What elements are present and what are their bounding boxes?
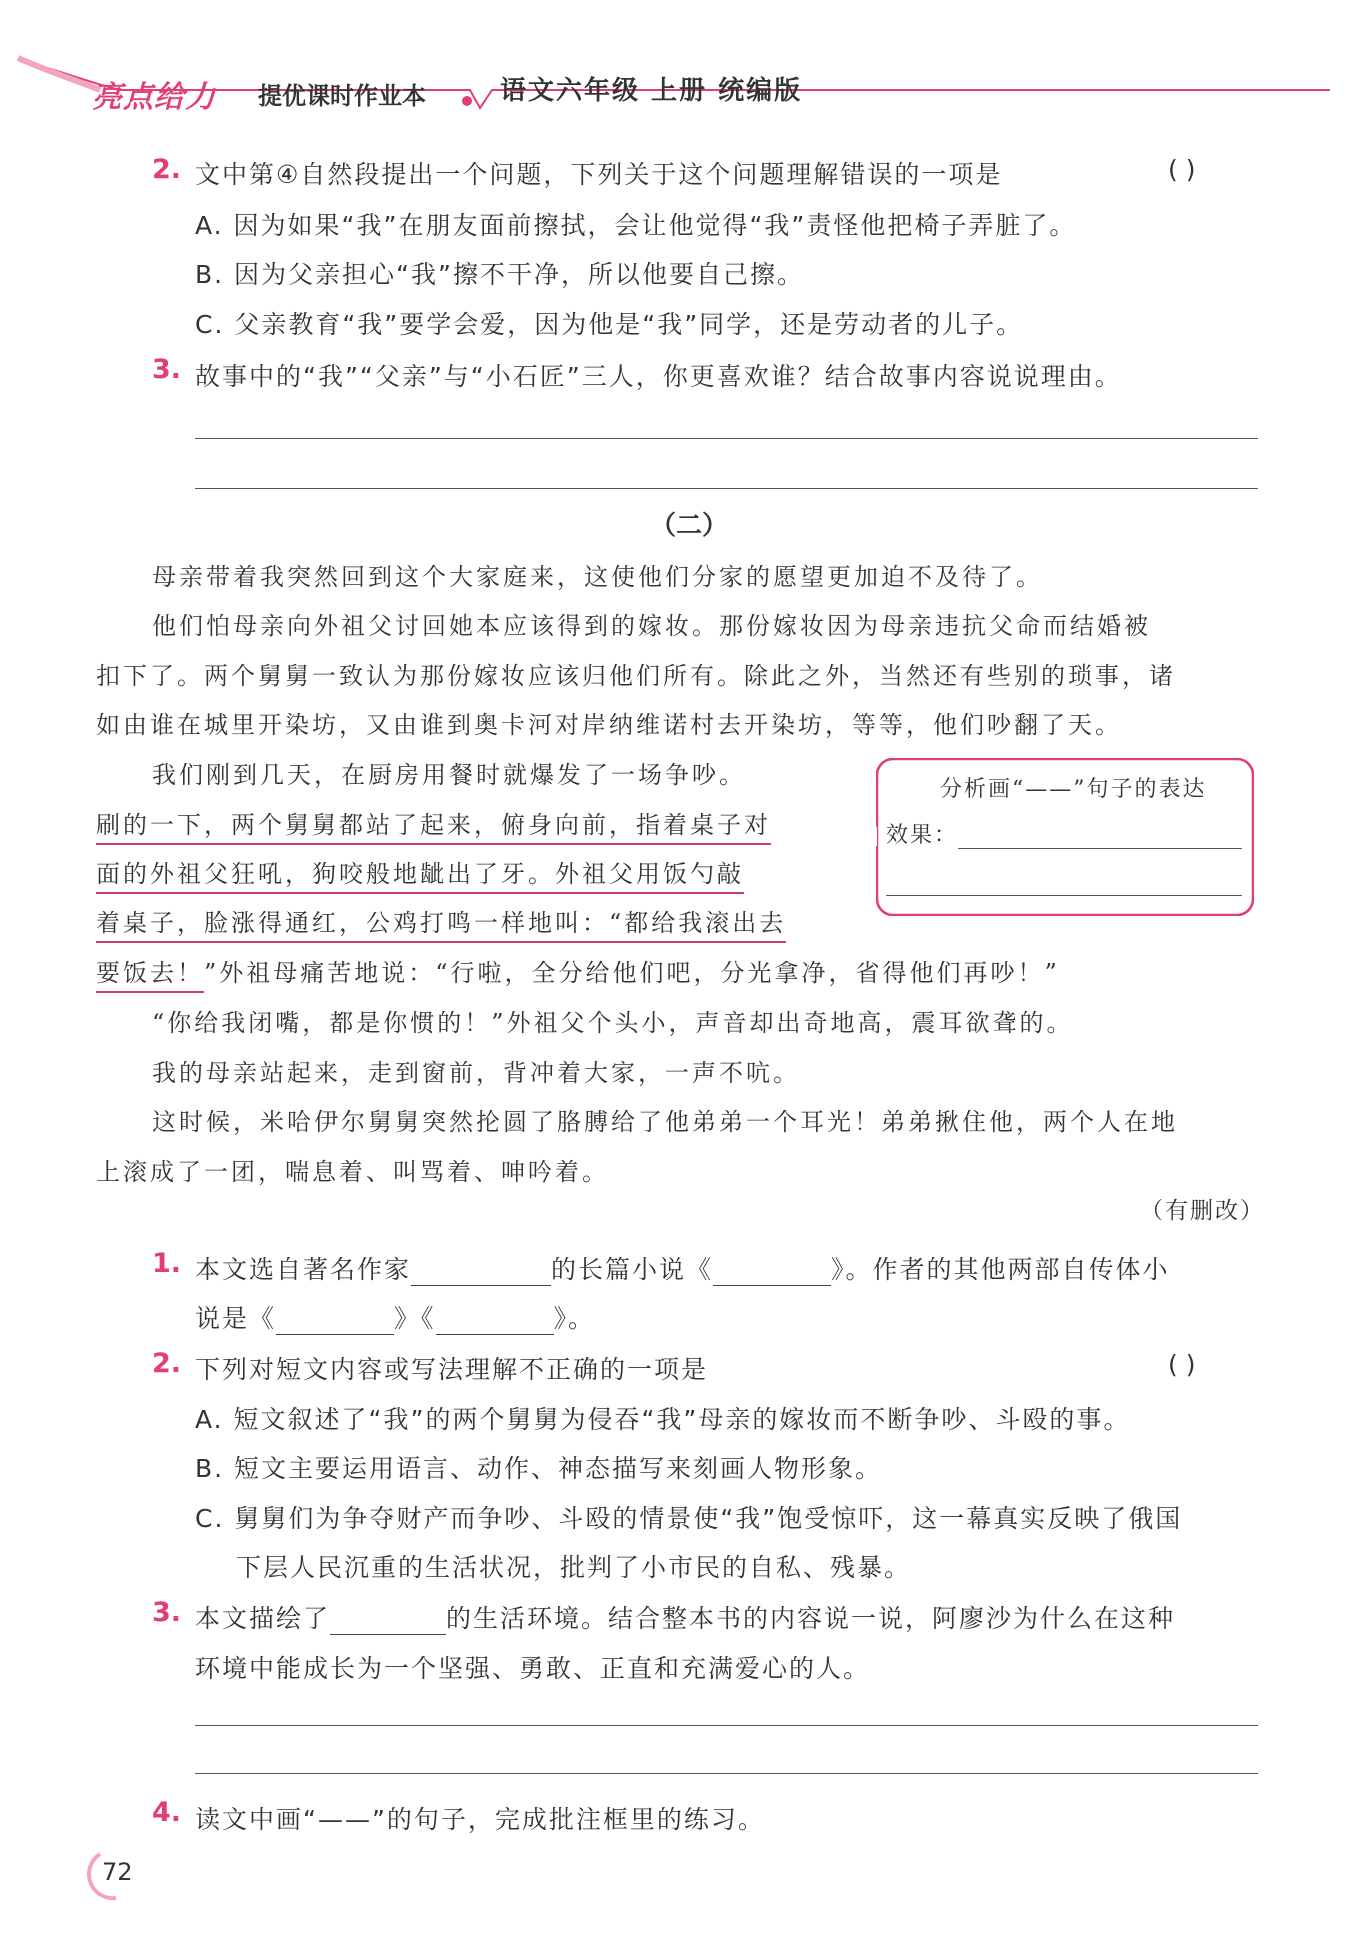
question-number: 4.: [152, 1797, 182, 1828]
q-text-part: 的生活环境。结合整本书的内容说一说，阿廖沙为什么在这种: [446, 1604, 1176, 1633]
q-text-part: 》。作者的其他两部自传体小: [831, 1255, 1170, 1284]
annotation-answer-line[interactable]: [958, 848, 1242, 849]
question-text: 故事中的“我”“父亲”与“小石匠”三人，你更喜欢谁？结合故事内容说说理由。: [195, 362, 1122, 391]
answer-parentheses[interactable]: ( ): [1168, 155, 1196, 184]
answer-line[interactable]: [195, 488, 1258, 489]
fill-blank[interactable]: [713, 1259, 831, 1286]
passage-paragraph: 如由谁在城里开染坊，又由谁到奥卡河对岸纳维诺村去开染坊，等等，他们吵翻了天。: [96, 711, 1122, 739]
answer-line[interactable]: [195, 1773, 1258, 1774]
page-number: 72: [102, 1858, 133, 1886]
underlined-text: 面的外祖父狂吼，狗咬般地龇出了牙。外祖父用饭勺敲: [96, 860, 744, 894]
answer-line[interactable]: [195, 1725, 1258, 1726]
underlined-sentence: [96, 805, 771, 840]
question-text: 下列对短文内容或写法理解不正确的一项是: [195, 1355, 709, 1384]
book-title: 语文六年级 上册 统编版: [500, 76, 803, 106]
question-number: 2.: [152, 1348, 182, 1379]
question-number: 3.: [152, 354, 182, 385]
passage-paragraph: 母亲带着我突然回到这个大家庭来，这使他们分家的愿望更加迫不及待了。: [152, 563, 1043, 591]
q-text-part: 本文描绘了: [195, 1604, 331, 1633]
answer-parentheses[interactable]: ( ): [1168, 1350, 1196, 1379]
underlined-text: 着桌子，脸涨得通红，公鸡打鸣一样地叫：“都给我滚出去: [96, 909, 786, 943]
question-text: 环境中能成长为一个坚强、勇敢、正直和充满爱心的人。: [195, 1654, 871, 1683]
passage-paragraph: “你给我闭嘴，都是你惯的！”外祖父个头小，声音却出奇地高，震耳欲聋的。: [152, 1009, 1074, 1037]
q-text-part: 的长篇小说《: [551, 1255, 714, 1284]
passage-paragraph: 扣下了。两个舅舅一致认为那份嫁妆应该归他们所有。除此之外，当然还有些别的琐事，诸: [96, 662, 1176, 690]
option-b[interactable]: B. 短文主要运用语言、动作、神态描写来刻画人物形象。: [195, 1454, 883, 1483]
fill-blank[interactable]: [330, 1608, 446, 1635]
option-b[interactable]: B. 因为父亲担心“我”擦不干净，所以他要自己擦。: [195, 260, 804, 289]
underlined-sentence: [96, 903, 786, 938]
fill-blank[interactable]: [436, 1308, 554, 1335]
passage-paragraph: 我的母亲站起来，走到窗前，背冲着大家，一声不吭。: [152, 1059, 800, 1087]
section-title: （二）: [650, 511, 729, 541]
annotation-answer-line[interactable]: [886, 895, 1242, 896]
q-text-part: 》《: [394, 1304, 436, 1333]
question-number: 3.: [152, 1597, 182, 1628]
option-c[interactable]: C. 父亲教育“我”要学会爱，因为他是“我”同学，还是劳动者的儿子。: [195, 310, 1024, 339]
underlined-text: 刷的一下，两个舅舅都站了起来，俯身向前，指着桌子对: [96, 811, 771, 845]
passage-paragraph: 这时候，米哈伊尔舅舅突然抡圆了胳膊给了他弟弟一个耳光！弟弟揪住他，两个人在地: [152, 1108, 1178, 1136]
question-text: [195, 1299, 595, 1335]
passage-text: ”外祖母痛苦地说：“行啦，全分给他们吧，分光拿净，省得他们再吵！”: [204, 959, 1060, 987]
annotation-prompt: 分析画“——”句子的表达: [940, 777, 1207, 802]
question-number: 2.: [152, 154, 182, 185]
underlined-sentence: [96, 854, 744, 889]
underlined-text: 要饭去！: [96, 959, 204, 993]
option-a[interactable]: A. 因为如果“我”在朋友面前擦拭，会让他觉得“我”责怪他把椅子弄脏了。: [195, 211, 1077, 240]
source-note: （有删改）: [1140, 1198, 1265, 1224]
question-number: 1.: [152, 1248, 182, 1279]
header-dot: [462, 96, 472, 106]
option-a[interactable]: A. 短文叙述了“我”的两个舅舅为侵吞“我”母亲的嫁妆而不断争吵、斗殴的事。: [195, 1405, 1131, 1434]
q-text-part: 》。: [553, 1304, 596, 1333]
passage-paragraph: 我们刚到几天，在厨房用餐时就爆发了一场争吵。: [152, 761, 746, 789]
question-text: 读文中画“——”的句子，完成批注框里的练习。: [195, 1805, 765, 1834]
brand-subtitle: 提优课时作业本: [258, 82, 426, 110]
passage-paragraph: 上滚成了一团，喘息着、叫骂着、呻吟着。: [96, 1158, 609, 1186]
brand-logo: 亮点给力: [92, 80, 216, 115]
question-text: 文中第④自然段提出一个问题，下列关于这个问题理解错误的一项是: [195, 160, 1003, 189]
q-text-part: 本文选自著名作家: [195, 1255, 412, 1284]
answer-line[interactable]: [195, 438, 1258, 439]
passage-paragraph: 他们怕母亲向外祖父讨回她本应该得到的嫁妆。那份嫁妆因为母亲违抗父命而结婚被: [152, 612, 1151, 640]
question-text: [195, 1599, 1175, 1635]
q-text-part: 说是《: [195, 1304, 277, 1333]
fill-blank[interactable]: [411, 1259, 551, 1286]
option-c[interactable]: C. 舅舅们为争夺财产而争吵、斗殴的情景使“我”饱受惊吓，这一幕真实反映了俄国: [195, 1504, 1183, 1533]
question-text: [195, 1250, 1170, 1286]
option-c-continued: 下层人民沉重的生活状况，批判了小市民的自私、残暴。: [236, 1553, 912, 1582]
passage-line: [96, 953, 1060, 988]
fill-blank[interactable]: [276, 1308, 394, 1335]
annotation-label: 效果：: [886, 823, 959, 848]
